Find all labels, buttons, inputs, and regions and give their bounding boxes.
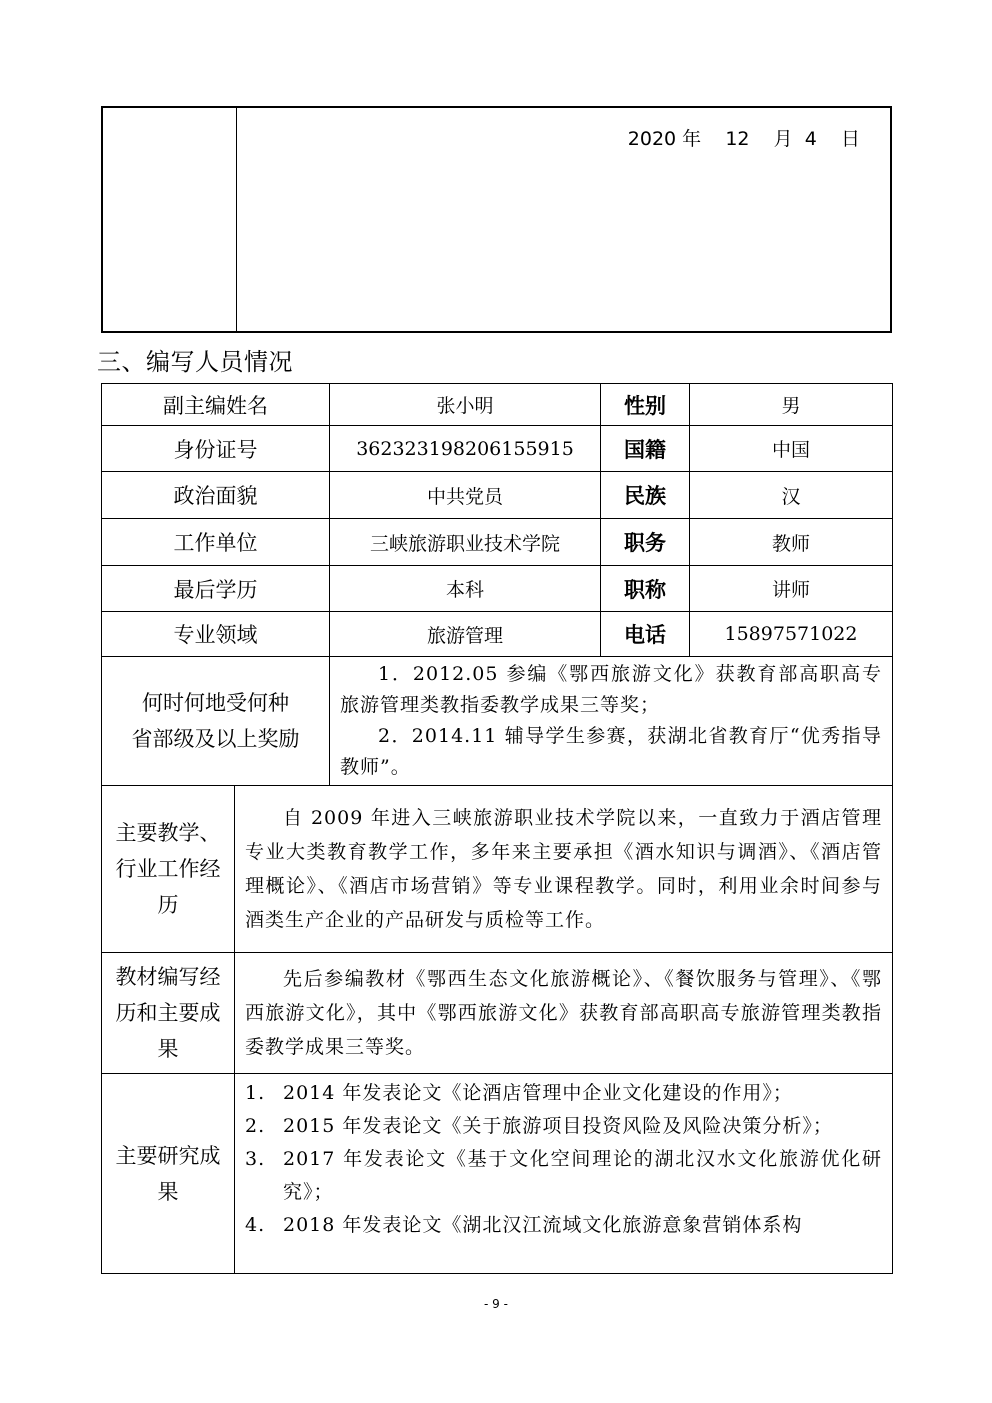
id-value: 362323198206155915 <box>330 426 601 472</box>
nationality-value: 中国 <box>690 426 893 472</box>
list-number: 4. <box>245 1214 266 1236</box>
research-label: 主要研究成果 <box>102 1074 235 1274</box>
id-label: 身份证号 <box>102 426 330 472</box>
name-value: 张小明 <box>330 384 601 426</box>
ethnicity-value: 汉 <box>690 472 893 519</box>
page-number: - 9 - <box>484 1297 508 1311</box>
education-label: 最后学历 <box>102 566 330 612</box>
list-item <box>245 1143 882 1209</box>
political-value: 中共党员 <box>330 472 601 519</box>
award-item: 1．2012.05 参编《鄂西旅游文化》获教育部高职高专旅游管理类教指委教学成果三等奖； <box>340 663 882 716</box>
research-content <box>235 1074 893 1274</box>
table-row <box>102 566 893 612</box>
signature-date: 2020 年 12 月 4 日 <box>627 128 860 150</box>
title-label: 职称 <box>601 566 690 612</box>
list-item <box>245 1110 882 1143</box>
textbook-label: 教材编写经历和主要成果 <box>102 953 235 1074</box>
award-item: 2．2014.11 辅导学生参赛，获湖北省教育厅“优秀指导教师”。 <box>340 725 882 778</box>
author-info-table <box>101 383 893 1274</box>
table-row <box>102 426 893 472</box>
ethnicity-label: 民族 <box>601 472 690 519</box>
textbook-text: 先后参编教材《鄂西生态文化旅游概论》、《餐饮服务与管理》、《鄂西旅游文化》，其中《鄂西旅游文化》获教育部高职高专旅游管理类教指委教学成果三等奖。 <box>245 968 882 1058</box>
experience-text: 自 2009 年进入三峡旅游职业技术学院以来，一直致力于酒店管理专业大类教育教学工作，多年来主要承担《酒水知识与调酒》、《酒店管理概论》、《酒店市场营销》等专业课程教学。同时，利用业余时间参与酒类生产企业的产品研发与质检等工作。 <box>245 807 882 931</box>
list-number: 3. <box>245 1148 266 1170</box>
list-text: 2018 年发表论文《湖北汉江流域文化旅游意象营销体系构 <box>283 1214 803 1236</box>
political-label: 政治面貌 <box>102 472 330 519</box>
education-value: 本科 <box>330 566 601 612</box>
awards-label-line2: 省部级及以上奖励 <box>131 727 300 751</box>
table-row <box>102 472 893 519</box>
awards-label <box>102 657 330 786</box>
list-number: 2. <box>245 1115 266 1137</box>
list-number: 1. <box>245 1082 266 1104</box>
section-heading: 三、编写人员情况 <box>97 348 293 376</box>
table-row <box>102 519 893 566</box>
phone-label: 电话 <box>601 612 690 657</box>
work-unit-value: 三峡旅游职业技术学院 <box>330 519 601 566</box>
position-label: 职务 <box>601 519 690 566</box>
field-label: 专业领域 <box>102 612 330 657</box>
textbook-content <box>235 953 893 1074</box>
field-value: 旅游管理 <box>330 612 601 657</box>
table-row <box>102 384 893 426</box>
column-divider <box>236 108 237 331</box>
work-unit-label: 工作单位 <box>102 519 330 566</box>
list-item <box>245 1077 882 1110</box>
signature-table <box>101 106 892 333</box>
experience-label: 主要教学、行业工作经历 <box>102 786 235 953</box>
name-label: 副主编姓名 <box>102 384 330 426</box>
gender-label: 性别 <box>601 384 690 426</box>
table-row <box>102 1074 893 1274</box>
research-list <box>245 1077 882 1242</box>
position-value: 教师 <box>690 519 893 566</box>
phone-value: 15897571022 <box>690 612 893 657</box>
title-value: 讲师 <box>690 566 893 612</box>
list-item <box>245 1209 882 1242</box>
gender-value: 男 <box>690 384 893 426</box>
table-row <box>102 657 893 786</box>
table-row <box>102 786 893 953</box>
list-text: 2015 年发表论文《关于旅游项目投资风险及风险决策分析》； <box>283 1115 833 1137</box>
nationality-label: 国籍 <box>601 426 690 472</box>
table-row <box>102 953 893 1074</box>
table-row <box>102 612 893 657</box>
list-text: 2017 年发表论文《基于文化空间理论的湖北汉水文化旅游优化研究》； <box>283 1148 882 1203</box>
awards-content <box>330 657 893 786</box>
awards-label-line1: 何时何地受何种 <box>142 691 289 715</box>
experience-content <box>235 786 893 953</box>
list-text: 2014 年发表论文《论酒店管理中企业文化建设的作用》； <box>283 1082 793 1104</box>
